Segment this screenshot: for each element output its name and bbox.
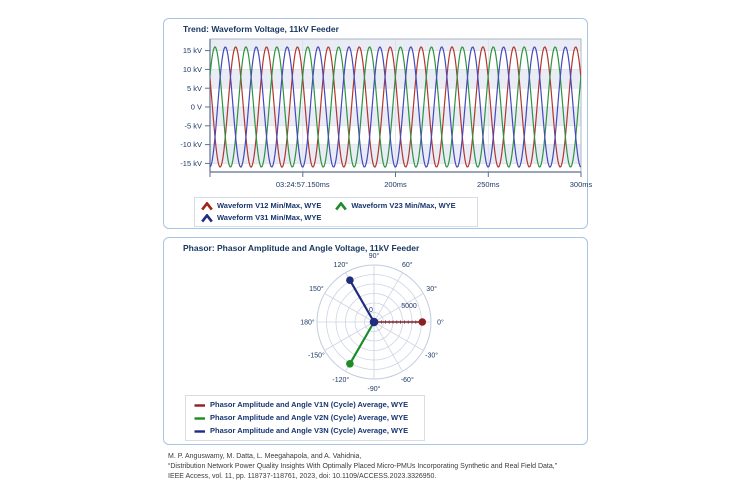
line-marker-icon — [194, 427, 206, 436]
svg-text:120°: 120° — [333, 261, 349, 269]
svg-text:0 V: 0 V — [190, 102, 202, 112]
svg-text:300ms: 300ms — [569, 180, 593, 189]
legend-label: Waveform V31 Min/Max, WYE — [217, 213, 322, 222]
svg-text:15 kV: 15 kV — [182, 46, 202, 56]
svg-text:250ms: 250ms — [477, 180, 500, 189]
svg-text:5 kV: 5 kV — [186, 83, 202, 93]
y-tick-labels — [180, 46, 210, 168]
line-marker-icon — [194, 414, 206, 423]
citation-line: M. P. Anguswamy, M. Datta, L. Meegahapola, and A. Vahidnia, — [168, 453, 362, 460]
svg-text:0: 0 — [369, 307, 373, 314]
svg-text:5000: 5000 — [401, 303, 417, 310]
svg-text:90°: 90° — [368, 252, 380, 260]
svg-text:-5 kV: -5 kV — [184, 121, 202, 131]
legend-label: Phasor Amplitude and Angle V1N (Cycle) Average, WYE — [210, 400, 409, 409]
trend-title: Trend: Waveform Voltage, 11kV Feeder — [183, 24, 339, 34]
svg-text:03:24:57.150ms: 03:24:57.150ms — [275, 180, 330, 189]
caret-marker-icon — [201, 214, 213, 223]
phasor-V3N — [350, 280, 374, 322]
phasor-title: Phasor: Phasor Amplitude and Angle Voltage, 11kV Feeder — [183, 243, 420, 253]
legend-item — [335, 200, 455, 212]
svg-text:180°: 180° — [300, 319, 315, 327]
svg-text:-15 kV: -15 kV — [180, 159, 202, 168]
x-tick-labels — [210, 172, 593, 189]
legend-item — [194, 399, 416, 411]
trend-legend — [194, 197, 478, 227]
svg-text:0°: 0° — [437, 319, 444, 327]
caret-marker-icon — [201, 202, 213, 211]
svg-text:30°: 30° — [426, 286, 437, 294]
legend-item — [201, 212, 321, 224]
legend-label: Phasor Amplitude and Angle V2N (Cycle) Average, WYE — [210, 413, 409, 422]
phasor-legend — [185, 395, 425, 441]
svg-text:150°: 150° — [309, 286, 324, 294]
radial-axis-labels — [369, 303, 417, 314]
svg-text:-150°: -150° — [307, 352, 325, 360]
svg-text:10 kV: 10 kV — [182, 65, 202, 74]
legend-label: Waveform V23 Min/Max, WYE — [351, 201, 456, 210]
legend-item — [201, 200, 321, 212]
line-marker-icon — [194, 401, 206, 410]
phasor-tip-V1N — [419, 318, 427, 326]
svg-text:60°: 60° — [402, 261, 413, 269]
phasor-origin-dot — [370, 318, 379, 327]
legend-label: Waveform V12 Min/Max, WYE — [217, 201, 322, 210]
svg-text:-60°: -60° — [400, 377, 414, 384]
citation — [168, 452, 608, 482]
legend-item — [194, 412, 416, 424]
citation-line: “Distribution Network Power Quality Insights With Optimally Placed Micro-PMUs Incorporating Synthetic and Real Field Data,” — [168, 463, 558, 471]
phasor-tip-V2N — [346, 360, 354, 368]
phasor-tip-V3N — [346, 276, 354, 284]
svg-text:200ms: 200ms — [384, 180, 407, 189]
legend-label: Phasor Amplitude and Angle V3N (Cycle) Average, WYE — [210, 426, 409, 435]
caret-marker-icon — [335, 202, 347, 211]
svg-text:-10 kV: -10 kV — [180, 140, 202, 150]
svg-text:-90°: -90° — [367, 385, 381, 393]
phasor-panel — [163, 237, 588, 445]
svg-text:-30°: -30° — [425, 352, 439, 360]
citation-line: IEEE Access, vol. 11, pp. 118737-118761, 2023, doi: 10.1109/ACCESS.2023.3326950. — [168, 473, 437, 481]
trend-panel — [163, 18, 593, 229]
phasor-V2N — [350, 322, 374, 364]
svg-text:-120°: -120° — [332, 377, 350, 384]
legend-item — [194, 425, 416, 437]
